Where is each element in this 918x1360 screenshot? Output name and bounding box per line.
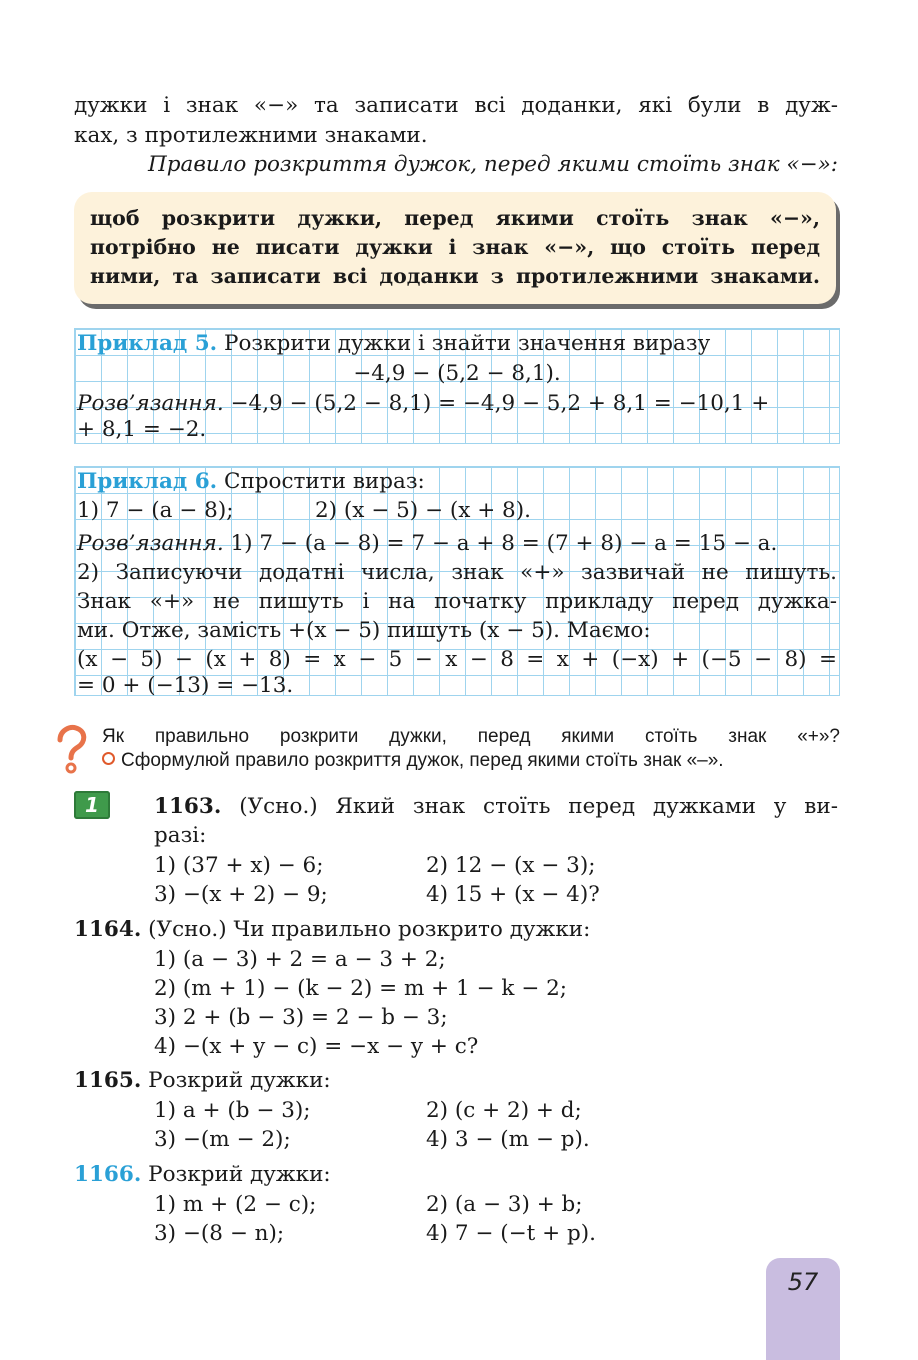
exercise-1163-a: 1) (37 + x) − 6;: [154, 853, 324, 878]
example-6-task: Спростити вираз:: [217, 469, 425, 494]
solution-label: Розв’язання.: [77, 531, 224, 556]
example-5-title: [77, 329, 837, 358]
example-5-solution-1: [77, 389, 837, 418]
exercise-1166-line-1: [74, 1160, 331, 1189]
question-2: Сформулюй правило розкриття дужок, перед якими стоїть знак «–».: [121, 750, 724, 771]
example-6-solution-4: ми. Отже, замість +(x − 5) пишуть (x − 5). Маємо:: [77, 618, 651, 643]
exercise-number: 1164.: [74, 917, 142, 942]
rule-line-2: потрібно не писати дужки і знак «−», що стоїть перед: [90, 235, 820, 259]
exercise-1163-b: 2) 12 − (x − 3);: [426, 853, 596, 878]
exercise-1164-d: 4) −(x + y − c) = −x − y + c?: [154, 1034, 479, 1059]
example-6-solution-3: Знак «+» не пишуть і на початку прикладу перед дужка-: [77, 589, 837, 614]
solution-text: −4,9 − (5,2 − 8,1) = −4,9 − 5,2 + 8,1 = −10,1 +: [223, 391, 770, 416]
solution-text: 1) 7 − (a − 8) = 7 − a + 8 = (7 + 8) − a = 15 − a.: [223, 531, 778, 556]
example-6-item-2: 2) (x − 5) − (x + 8).: [315, 498, 531, 523]
solution-label: Розв’язання.: [77, 391, 224, 416]
intro-line-2: ках, з протилежними знаками.: [74, 123, 428, 148]
exercise-1165-c: 3) −(m − 2);: [154, 1127, 291, 1152]
bullet-icon: [102, 752, 115, 765]
question-2-row: [102, 748, 724, 773]
exercise-1165-b: 2) (c + 2) + d;: [426, 1098, 582, 1123]
example-5-expression: −4,9 − (5,2 − 8,1).: [353, 361, 561, 386]
example-6-title: [77, 467, 837, 496]
example-6-item-1: 1) 7 − (a − 8);: [77, 498, 234, 523]
exercise-number: 1166.: [74, 1162, 142, 1187]
exercise-1165-line-1: [74, 1066, 331, 1095]
example-5-task: Розкрити дужки і знайти значення виразу: [217, 331, 711, 356]
example-6-block: [74, 466, 840, 696]
exercise-1163-c: 3) −(x + 2) − 9;: [154, 882, 328, 907]
exercise-1164-c: 3) 2 + (b − 3) = 2 − b − 3;: [154, 1005, 448, 1030]
example-6-solution-5: (x − 5) − (x + 8) = x − 5 − x − 8 = x + (−x) + (−5 − 8) =: [77, 647, 837, 672]
example-6-label: Приклад 6.: [77, 469, 218, 494]
example-5-label: Приклад 5.: [77, 331, 218, 356]
page-number: 57: [787, 1268, 819, 1296]
exercise-text: Розкрий дужки:: [141, 1068, 331, 1093]
exercise-text: Розкрий дужки:: [141, 1162, 331, 1187]
exercise-1163-line-2: разі:: [154, 823, 207, 848]
exercise-1164-b: 2) (m + 1) − (k − 2) = m + 1 − k − 2;: [154, 976, 568, 1001]
example-5-block: [74, 328, 840, 444]
example-6-solution-2: 2) Записуючи додатні числа, знак «+» зазвичай не пишуть.: [77, 560, 837, 585]
exercise-1164-line-1: [74, 915, 590, 944]
exercise-1165-a: 1) a + (b − 3);: [154, 1098, 311, 1123]
exercise-1166-d: 4) 7 − (−t + p).: [426, 1221, 596, 1246]
example-5-solution-2: + 8,1 = −2.: [77, 417, 207, 442]
question-1: Як правильно розкрити дужки, перед якими стоїть знак «+»?: [102, 726, 840, 747]
question-mark-icon: [52, 724, 92, 774]
rule-line-3: ними, та записати всі доданки з протилежними знаками.: [90, 264, 820, 288]
exercise-number: 1163.: [154, 794, 222, 819]
example-6-solution-1: [77, 529, 837, 558]
rule-box: [74, 192, 836, 304]
exercise-1163-d: 4) 15 + (x − 4)?: [426, 882, 600, 907]
exercise-text: (Усно.) Який знак стоїть перед дужками у ви-: [221, 794, 838, 819]
exercise-1164-a: 1) (a − 3) + 2 = a − 3 + 2;: [154, 947, 446, 972]
example-6-solution-6: = 0 + (−13) = −13.: [77, 673, 294, 698]
intro-line-1: дужки і знак «−» та записати всі доданки, які були в дуж-: [74, 93, 838, 118]
exercise-1166-a: 1) m + (2 − c);: [154, 1192, 317, 1217]
exercise-number: 1165.: [74, 1068, 142, 1093]
level-badge: 1: [74, 791, 110, 819]
exercise-1166-c: 3) −(8 − n);: [154, 1221, 285, 1246]
exercise-1166-b: 2) (a − 3) + b;: [426, 1192, 583, 1217]
rule-line-1: щоб розкрити дужки, перед якими стоїть знак «−»,: [90, 206, 820, 230]
exercise-1163-line-1: [154, 792, 838, 821]
rule-heading: Правило розкриття дужок, перед якими стоїть знак «−»:: [148, 152, 838, 177]
exercise-text: (Усно.) Чи правильно розкрито дужки:: [141, 917, 591, 942]
exercise-1165-d: 4) 3 − (m − p).: [426, 1127, 590, 1152]
example-6-items: [77, 496, 837, 525]
